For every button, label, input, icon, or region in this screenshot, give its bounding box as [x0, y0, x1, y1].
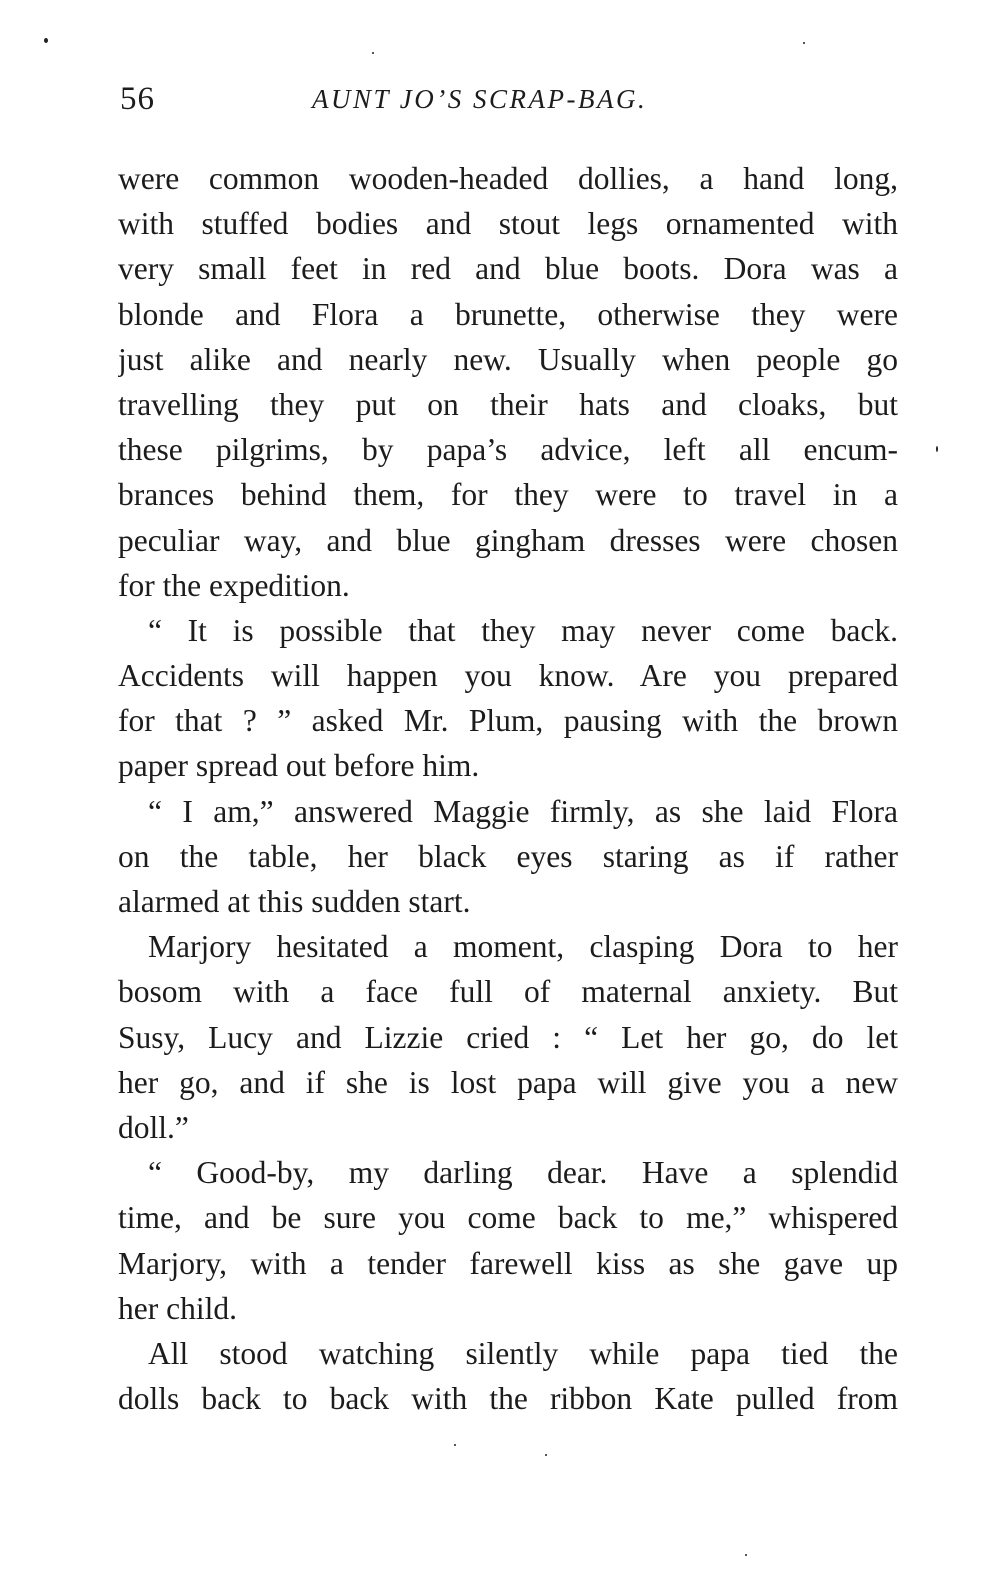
- body-text: [118, 156, 898, 1421]
- text-line: dolls back to back with the ribbon Kate pulled from: [118, 1381, 898, 1417]
- text-line: paper spread out before him.: [118, 748, 480, 784]
- text-line: alarmed at this sudden start.: [118, 884, 471, 919]
- page-number: 56: [120, 81, 155, 117]
- text-line: Marjory hesitated a moment, clasping Dora to her: [148, 929, 898, 965]
- text-line: brances behind them, for they were to travel in a: [118, 477, 898, 513]
- text-line: very small feet in red and blue boots. Dora was a: [118, 251, 898, 287]
- text-line: with stuffed bodies and stout legs ornamented with: [118, 206, 898, 242]
- text-line: time, and be sure you come back to me,” whispered: [118, 1200, 898, 1236]
- text-line: Marjory, with a tender farewell kiss as she gave up: [118, 1245, 898, 1281]
- text-line: on the table, her black eyes staring as if rather: [118, 838, 898, 874]
- text-line: her go, and if she is lost papa will give you a new: [118, 1064, 898, 1100]
- text-line: bosom with a face full of maternal anxiety. But: [118, 974, 898, 1010]
- text-line: doll.”: [118, 1109, 189, 1145]
- text-line: for that ? ” asked Mr. Plum, pausing with the brown: [118, 703, 898, 739]
- scan-speck: [545, 1454, 547, 1456]
- scan-speck: [745, 1554, 747, 1556]
- text-line: these pilgrims, by papa’s advice, left all encum-: [118, 432, 898, 468]
- text-line: “ I am,” answered Maggie firmly, as she laid Flora: [148, 793, 898, 829]
- scan-speck: [803, 42, 805, 44]
- text-line: “ Good-by, my darling dear. Have a splendid: [148, 1155, 898, 1191]
- text-line: blonde and Flora a brunette, otherwise they were: [118, 296, 898, 332]
- text-line: just alike and nearly new. Usually when people go: [118, 341, 898, 377]
- text-line: Accidents will happen you know. Are you prepared: [118, 658, 898, 694]
- text-line: peculiar way, and blue gingham dresses were chosen: [118, 522, 898, 558]
- page-header: [120, 74, 900, 124]
- text-line: “ It is possible that they may never come back.: [148, 612, 898, 648]
- scan-speck: [44, 38, 48, 43]
- text-line: Susy, Lucy and Lizzie cried : “ Let her go, do let: [118, 1019, 898, 1055]
- scan-speck: [372, 52, 374, 54]
- scan-speck: [936, 446, 938, 452]
- text-line: her child.: [118, 1290, 237, 1326]
- running-title: AUNT JO’S SCRAP-BAG.: [312, 84, 648, 114]
- text-line: were common wooden-headed dollies, a hand long,: [118, 161, 898, 196]
- text-line: All stood watching silently while papa tied the: [148, 1335, 898, 1371]
- scan-speck: [454, 1444, 456, 1446]
- text-line: for the expedition.: [118, 567, 350, 603]
- text-line: travelling they put on their hats and cloaks, but: [118, 386, 898, 422]
